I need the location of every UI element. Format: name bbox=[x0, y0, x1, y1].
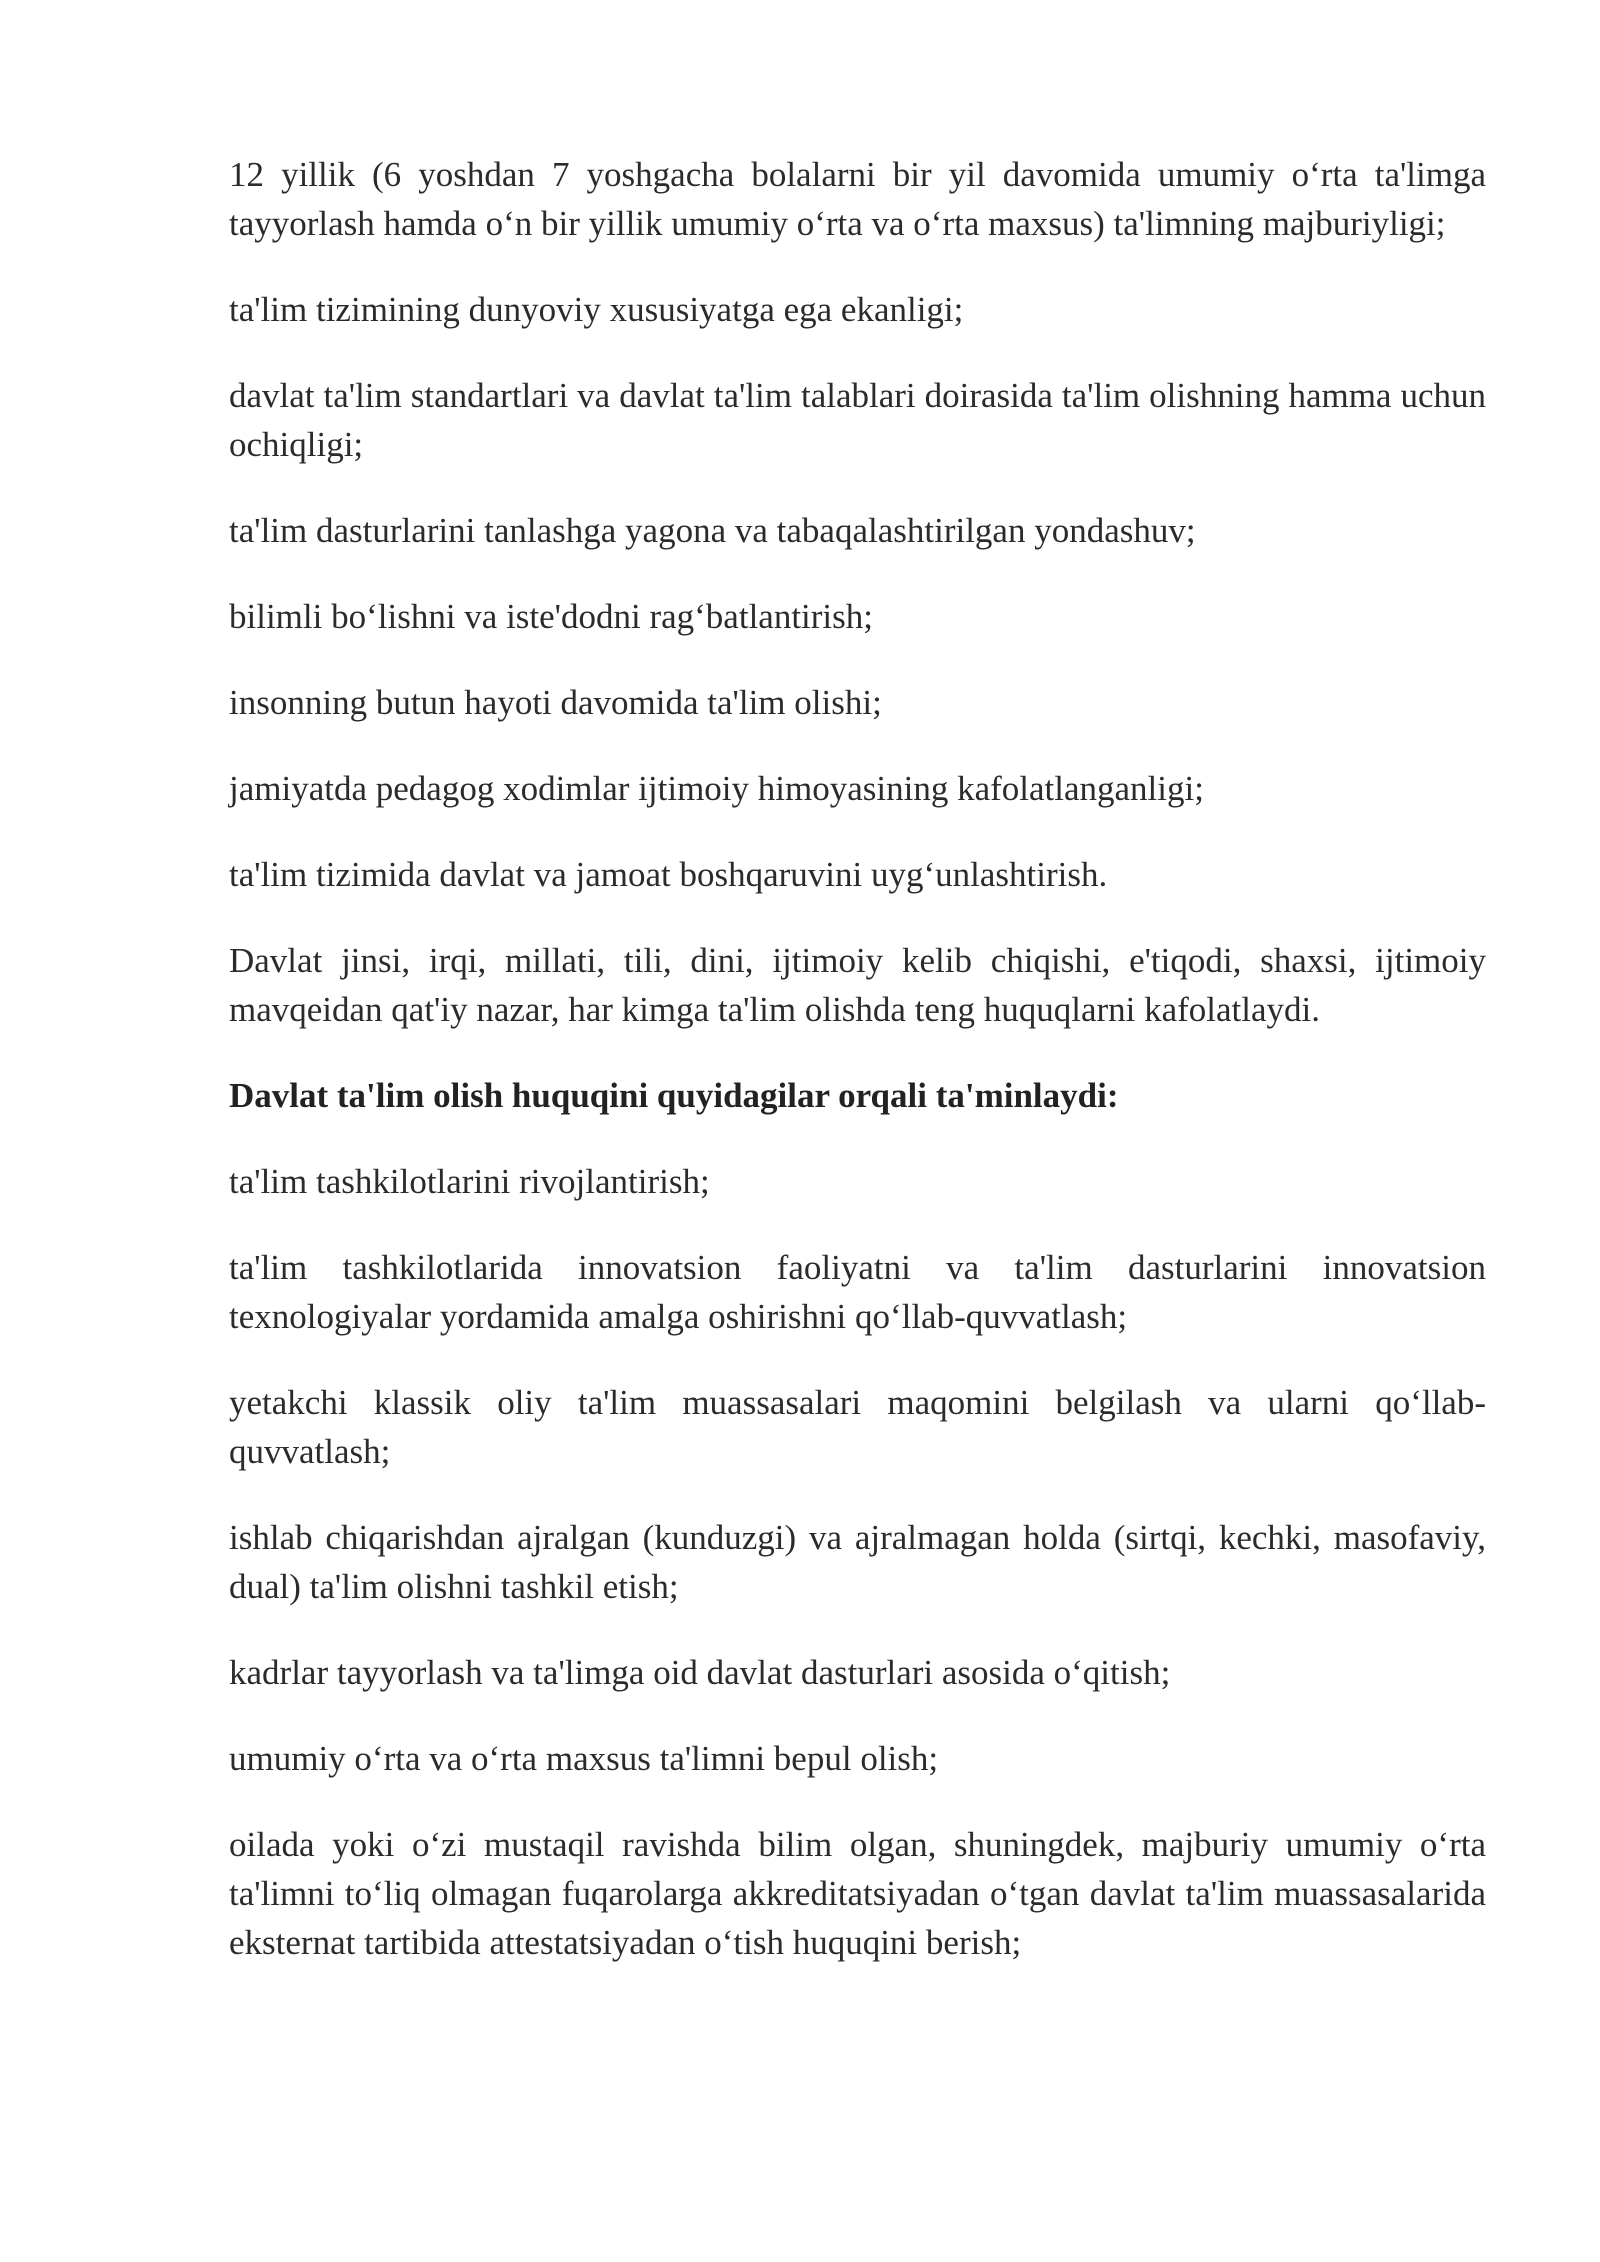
paragraph: bilimli bo‘lishni va iste'dodni rag‘batlantirish; bbox=[229, 597, 873, 636]
paragraph: Davlat jinsi, irqi, millati, tili, dini, ijtimoiy kelib chiqishi, e'tiqodi, shaxsi, ijtimoiy mavqeidan qat'iy nazar, har kimga ta'lim olishda teng huquqlarni kafolatlaydi. bbox=[229, 941, 1486, 1029]
paragraph: yetakchi klassik oliy ta'lim muassasalari maqomini belgilash va ularni qo‘llab-quvvatlash; bbox=[229, 1383, 1486, 1471]
paragraph: ta'lim tashkilotlarini rivojlantirish; bbox=[229, 1162, 710, 1201]
paragraph: ta'lim dasturlarini tanlashga yagona va tabaqalashtirilgan yondashuv; bbox=[229, 511, 1196, 550]
paragraph: 12 yillik (6 yoshdan 7 yoshgacha bolalarni bir yil davomida umumiy o‘rta ta'limga tayyorlash hamda o‘n bir yillik umumiy o‘rta va o‘rta maxsus) ta'limning majburiyligi; bbox=[229, 155, 1486, 243]
paragraph: umumiy o‘rta va o‘rta maxsus ta'limni bepul olish; bbox=[229, 1739, 939, 1778]
paragraph: jamiyatda pedagog xodimlar ijtimoiy himoyasining kafolatlanganligi; bbox=[229, 769, 1204, 808]
paragraph: ta'lim tashkilotlarida innovatsion faoliyatni va ta'lim dasturlarini innovatsion texnologiyalar yordamida amalga oshirishni qo‘llab-quvvatlash; bbox=[229, 1248, 1486, 1336]
document-body bbox=[229, 150, 1486, 2004]
paragraph: ta'lim tizimining dunyoviy xususiyatga ega ekanligi; bbox=[229, 290, 964, 329]
paragraph: ta'lim tizimida davlat va jamoat boshqaruvini uyg‘unlashtirish. bbox=[229, 855, 1108, 894]
section-heading: Davlat ta'lim olish huquqini quyidagilar orqali ta'minlaydi: bbox=[229, 1076, 1119, 1115]
paragraph: ishlab chiqarishdan ajralgan (kunduzgi) va ajralmagan holda (sirtqi, kechki, masofaviy, dual) ta'lim olishni tashkil etish; bbox=[229, 1518, 1486, 1606]
paragraph: insonning butun hayoti davomida ta'lim olishi; bbox=[229, 683, 882, 722]
paragraph: kadrlar tayyorlash va ta'limga oid davlat dasturlari asosida o‘qitish; bbox=[229, 1653, 1171, 1692]
paragraph: oilada yoki o‘zi mustaqil ravishda bilim olgan, shuningdek, majburiy umumiy o‘rta ta'limni to‘liq olmagan fuqarolarga akkreditatsiyadan o‘tgan davlat ta'lim muassasalarida eksternat tartibida attestatsiyadan o‘tish huquqini berish; bbox=[229, 1825, 1486, 1962]
paragraph: davlat ta'lim standartlari va davlat ta'lim talablari doirasida ta'lim olishning hamma uchun ochiqligi; bbox=[229, 376, 1486, 464]
